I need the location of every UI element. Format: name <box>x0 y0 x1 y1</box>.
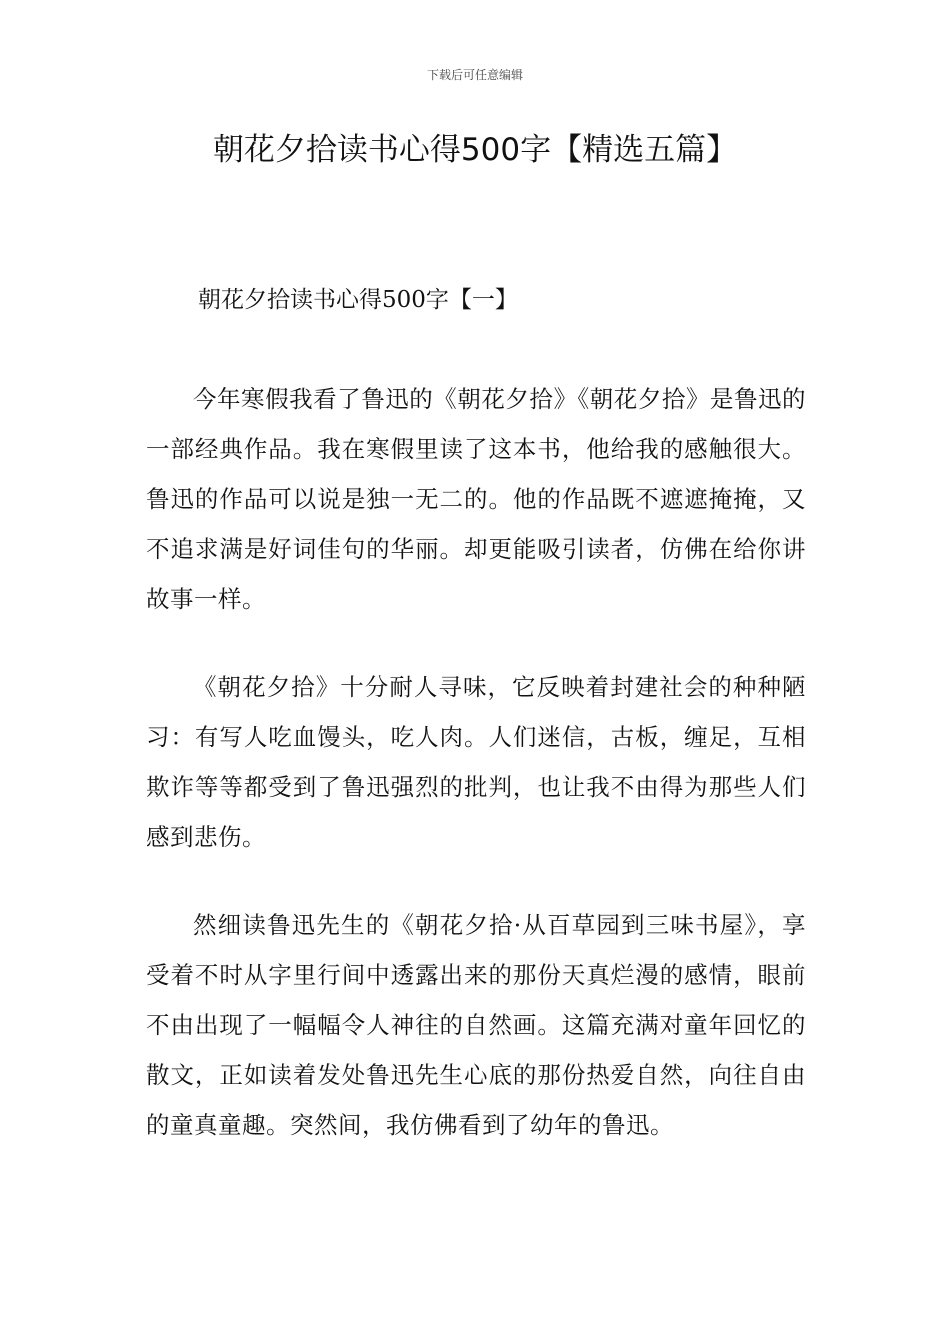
header-note: 下载后可任意编辑 <box>426 68 523 82</box>
section-heading: 朝花夕拾读书心得500字【一】 <box>198 287 518 313</box>
paragraph: 然细读鲁迅先生的《朝花夕拾·从百草园到三味书屋》，享受着不时从字里行间中透露出来的那份天真烂漫的感情，眼前不由出现了一幅幅令人神往的自然画。这篇充满对童年回忆的散文，正如读着发处鲁迅先生心底的那份热爱自然，向往自由的童真童趣。突然间，我仿佛看到了幼年的鲁迅。 <box>146 911 806 1139</box>
paragraph: 今年寒假我看了鲁迅的《朝花夕拾》《朝花夕拾》是鲁迅的一部经典作品。我在寒假里读了这本书，他给我的感触很大。鲁迅的作品可以说是独一无二的。他的作品既不遮遮掩掩，又不追求满是好词佳句的华丽。却更能吸引读者，仿佛在给你讲故事一样。 <box>146 385 806 613</box>
document-title: 朝花夕拾读书心得500字【精选五篇】 <box>212 132 738 168</box>
document-body <box>146 374 806 1188</box>
paragraph: 《朝花夕拾》十分耐人寻味，它反映着封建社会的种种陋习：有写人吃血馒头，吃人肉。人们迷信，古板，缠足，互相欺诈等等都受到了鲁迅强烈的批判，也让我不由得为那些人们感到悲伤。 <box>146 673 806 851</box>
